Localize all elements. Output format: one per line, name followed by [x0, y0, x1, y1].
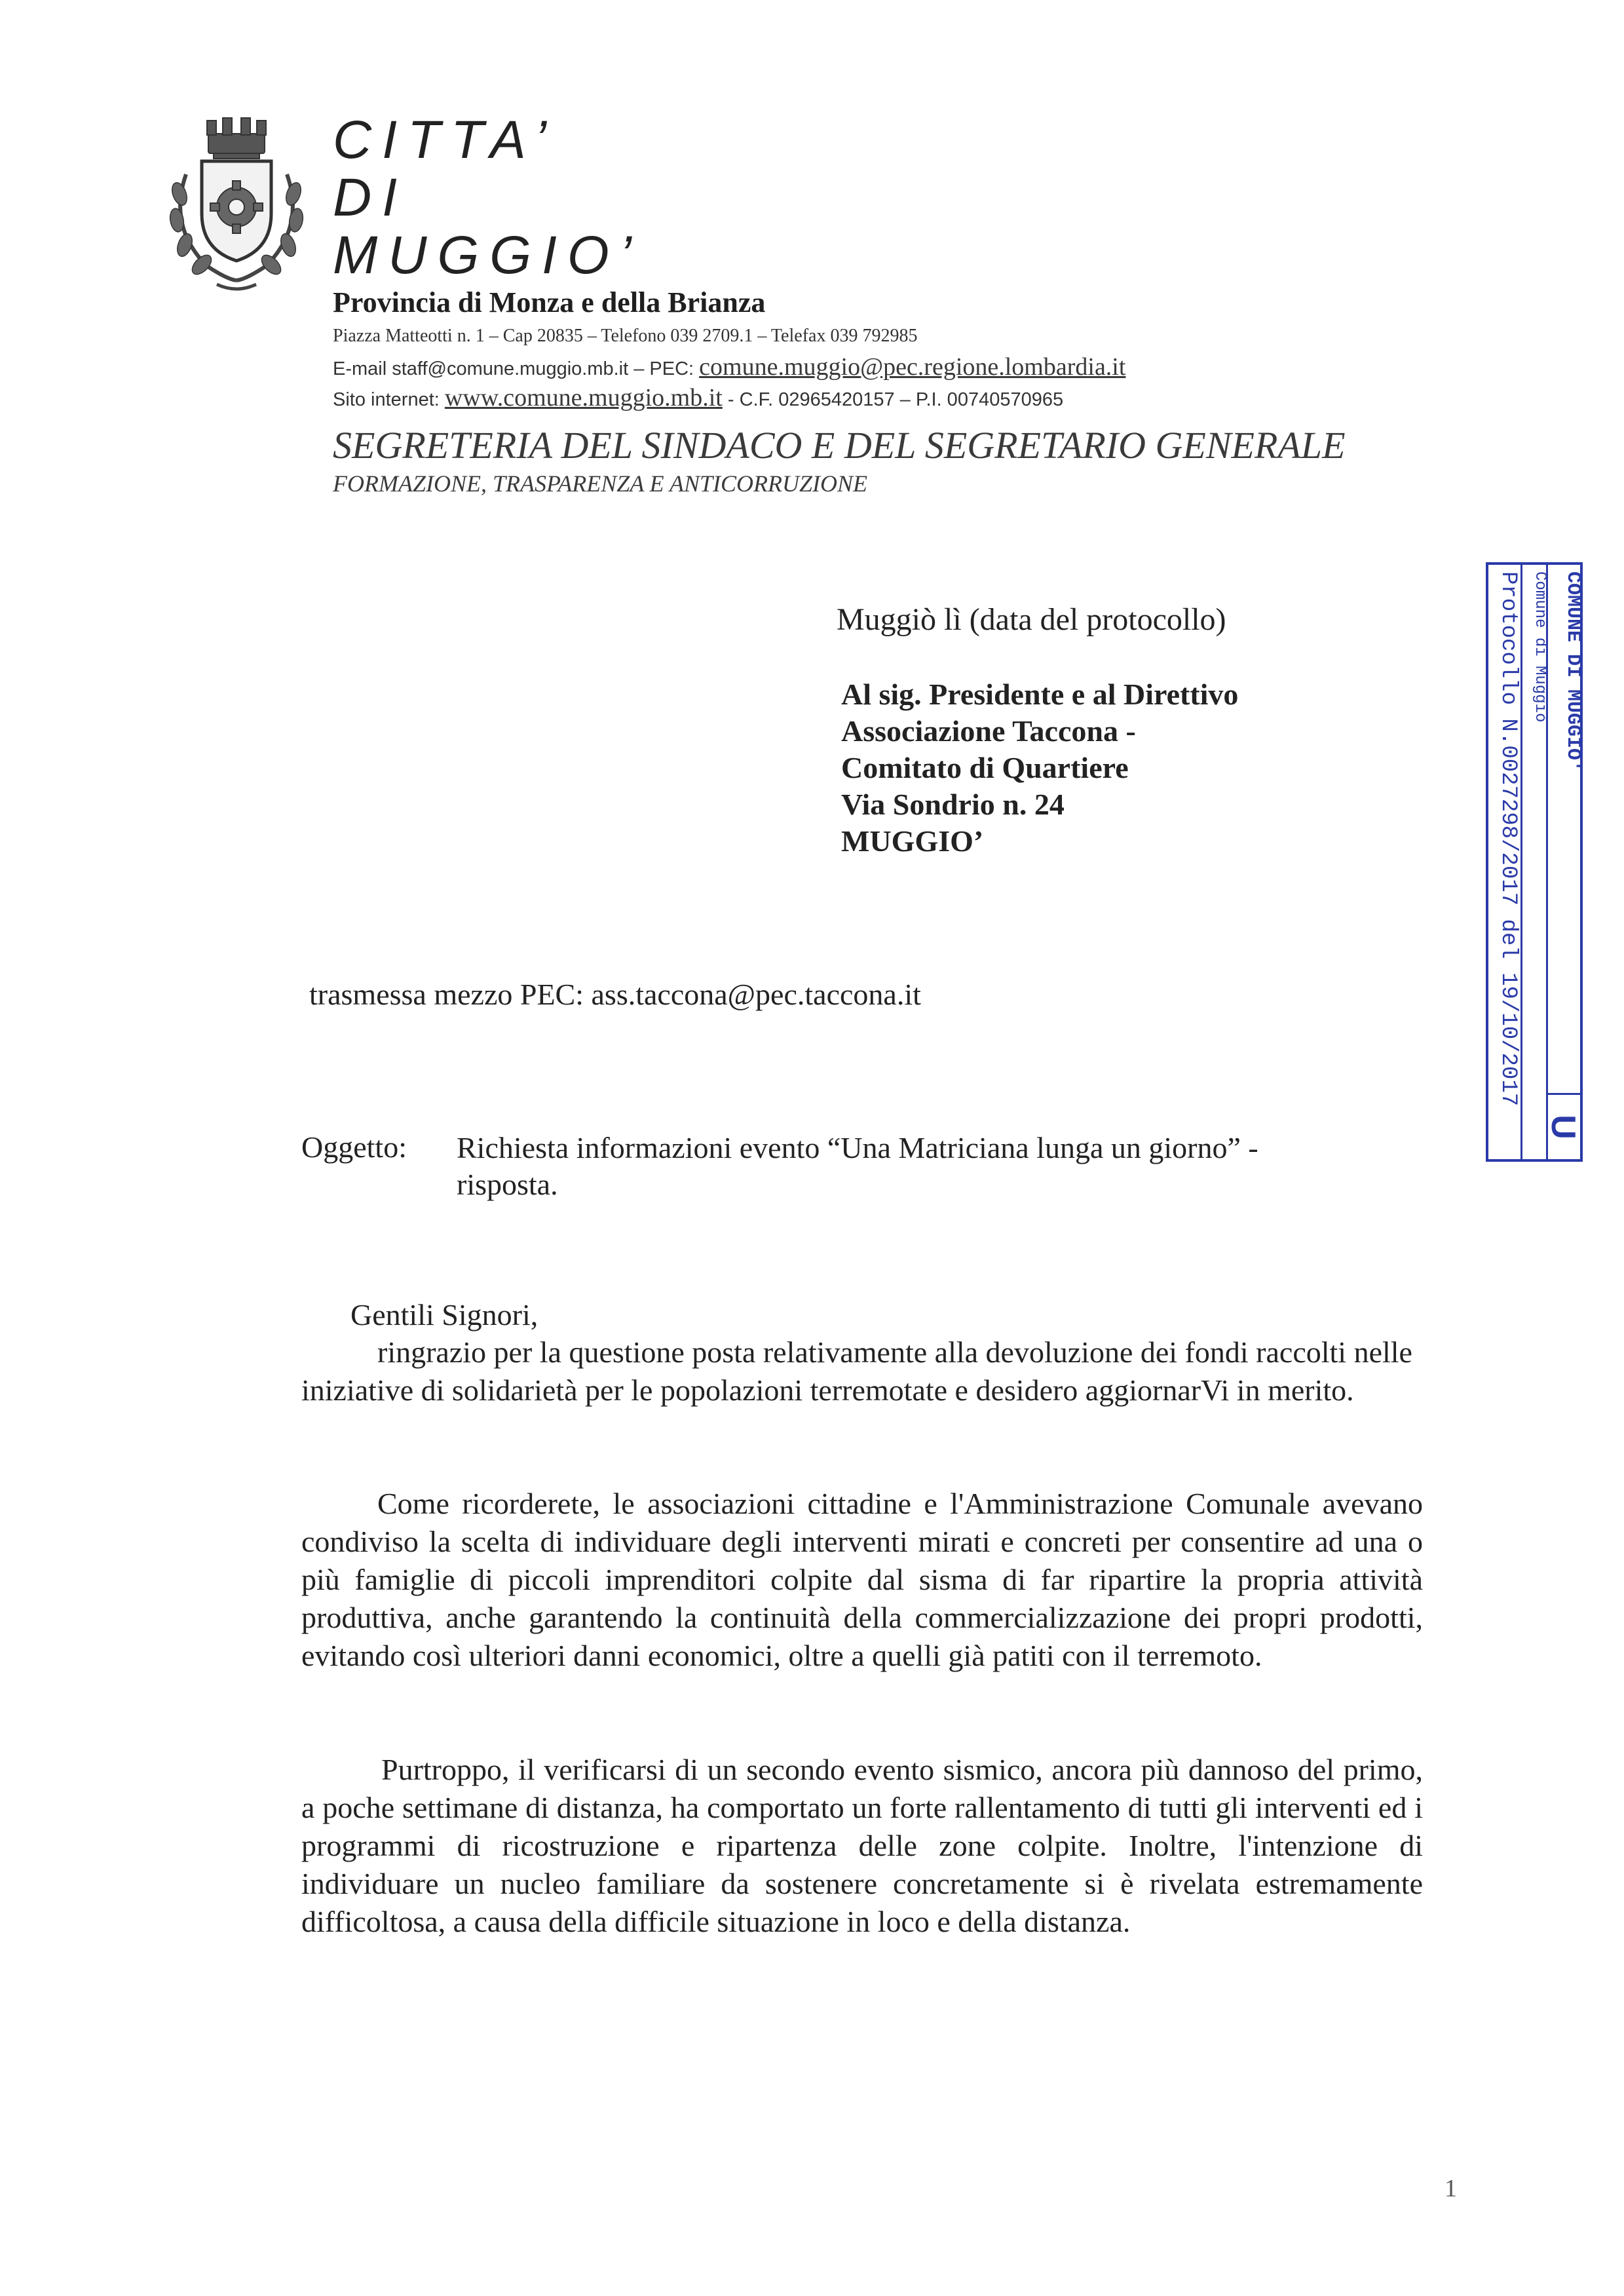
body-paragraph: Come ricorderete, le associazioni cittadine e l'Amministrazione Comunale avevano condiviso la scelta di individuare degli interventi mirati e concreti per consentire ad una o più famiglie di piccoli imprenditori colpite dal sisma di far ripartire la propria attività produttiva, anche garantendo la continuità della commercializzazione dei propri prodotti, evitando così ulteriori danni economici, oltre a quelli già patiti con il terremoto.: [301, 1487, 1423, 1672]
pec-transmission-line: trasmessa mezzo PEC: ass.taccona@pec.taccona.it: [309, 978, 921, 1011]
stamp-entity: COMUNE DI MUGGIO': [1562, 571, 1584, 773]
email-prefix: E-mail staff@comune.muggio.mb.it – PEC:: [333, 358, 700, 379]
fiscal-codes: - C.F. 02965420157 – P.I. 00740570965: [722, 389, 1064, 410]
recipient-line: MUGGIO’: [841, 824, 984, 858]
recipient-line: Associazione Taccona -: [841, 714, 1136, 748]
recipient-line: Al sig. Presidente e al Direttivo: [841, 678, 1239, 711]
email-pec-line: [333, 353, 1125, 381]
recipient-line: Comitato di Quartiere: [841, 751, 1129, 784]
salutation: Gentili Signori,: [350, 1298, 538, 1331]
city-name-line: CITTA’: [333, 110, 557, 170]
subdepartment-heading: FORMAZIONE, TRASPARENZA E ANTICORRUZIONE: [333, 470, 868, 497]
municipal-crest-logo: [155, 115, 318, 299]
city-name-line: DI: [333, 168, 407, 227]
place-date: Muggiò lì (data del protocollo): [837, 602, 1226, 637]
stamp-direction: U: [1544, 1115, 1582, 1139]
recipient-line: Via Sondrio n. 24: [841, 788, 1065, 821]
department-heading: SEGRETERIA DEL SINDACO E DEL SEGRETARIO GENERALE: [333, 424, 1346, 467]
subject-label: Oggetto:: [301, 1130, 407, 1164]
body-paragraph: ringrazio per la questione posta relativamente alla devoluzione dei fondi raccolti nelle iniziative di solidarietà per le popolazioni terremotate e desidero aggiornarVi in merito.: [301, 1335, 1412, 1407]
subject-text: Richiesta informazioni evento “Una Matriciana lunga un giorno” - risposta.: [457, 1131, 1258, 1201]
body-paragraph: Purtroppo, il verificarsi di un secondo evento sismico, ancora più dannoso del primo, a poche settimane di distanza, ha comportato un forte rallentamento di tutti gli interventi ed i programmi di ricostruzione e ripartenza delle zone colpite. Inoltre, l'intenzione di individuare un nucleo familiare da sostenere concretamente si è rivelata estremamente difficoltosa, a causa della difficile situazione in loco e della distanza.: [301, 1753, 1423, 1938]
province-heading: Provincia di Monza e della Brianza: [333, 286, 766, 318]
address-line: Piazza Matteotti n. 1 – Cap 20835 – Telefono 039 2709.1 – Telefax 039 792985: [333, 326, 918, 346]
city-name-line: MUGGIO’: [333, 225, 642, 285]
website-prefix: Sito internet:: [333, 389, 445, 410]
stamp-office: Comune di Muggiò: [1531, 571, 1549, 723]
pec-link[interactable]: comune.muggio@pec.regione.lombardia.it: [699, 353, 1126, 381]
stamp-direction-box: [1546, 1093, 1580, 1159]
protocol-stamp: [1486, 562, 1583, 1162]
website-line: [333, 383, 1063, 412]
protocol-number: Protocollo N.0027298/2017 del 19/10/2017: [1488, 565, 1522, 1159]
website-link[interactable]: www.comune.muggio.mb.it: [444, 384, 723, 411]
recipient-block: [841, 676, 1238, 860]
page-number: 1: [1445, 2175, 1457, 2202]
city-name: [333, 111, 642, 284]
